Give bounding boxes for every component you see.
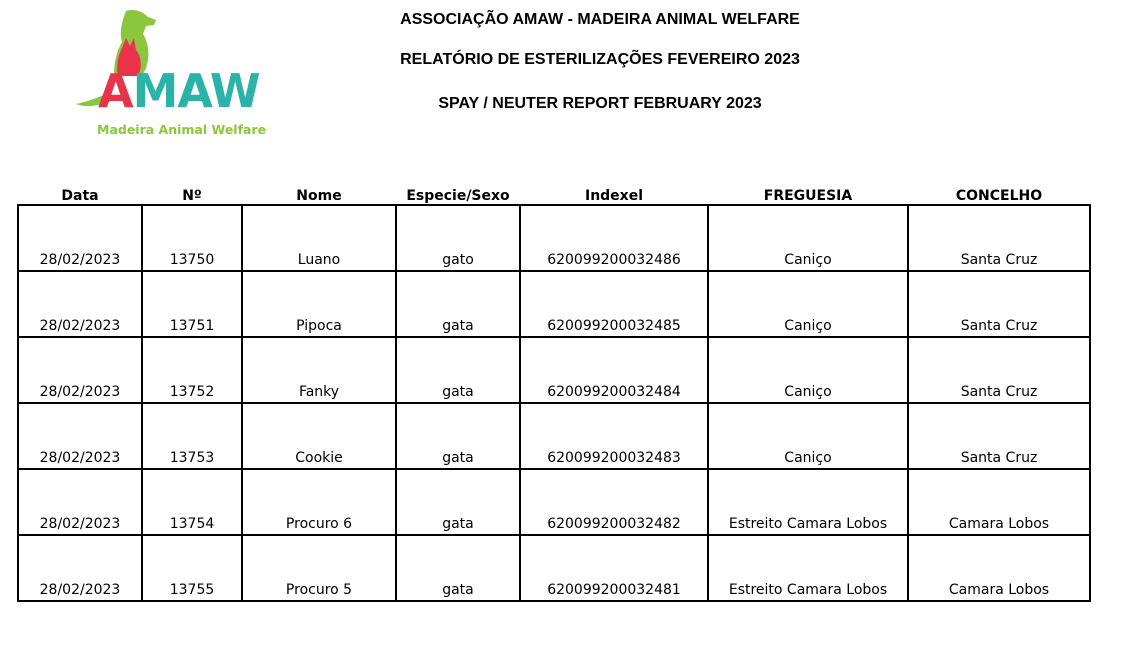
- cell-number: 13752: [142, 337, 242, 403]
- cell-name: Pipoca: [242, 271, 396, 337]
- cell-indexel: 620099200032486: [520, 205, 708, 271]
- cell-freguesia: Caniço: [708, 271, 908, 337]
- cell-date: 28/02/2023: [18, 535, 142, 601]
- sterilization-table: [17, 180, 1091, 602]
- column-header-freguesia: FREGUESIA: [763, 188, 853, 204]
- cell-number: 13755: [142, 535, 242, 601]
- cell-indexel: 620099200032484: [520, 337, 708, 403]
- cell-indexel: 620099200032481: [520, 535, 708, 601]
- cell-concelho: Camara Lobos: [908, 469, 1090, 535]
- table-row: [18, 271, 1090, 337]
- cell-species-sex: gato: [396, 205, 520, 271]
- cell-date: 28/02/2023: [18, 469, 142, 535]
- cell-freguesia: Caniço: [708, 403, 908, 469]
- cell-number: 13750: [142, 205, 242, 271]
- cell-freguesia: Caniço: [708, 205, 908, 271]
- logo-wordmark: [98, 64, 260, 118]
- logo-letters-ma: MA: [132, 64, 210, 118]
- cell-concelho: Camara Lobos: [908, 535, 1090, 601]
- table-header-row: [18, 180, 1090, 205]
- column-header-name: Nome: [296, 188, 342, 204]
- table-row: [18, 205, 1090, 271]
- cell-name: Fanky: [242, 337, 396, 403]
- report-title-pt: RELATÓRIO DE ESTERILIZAÇÕES FEVEREIRO 2023: [400, 51, 800, 68]
- cell-number: 13753: [142, 403, 242, 469]
- cell-indexel: 620099200032483: [520, 403, 708, 469]
- table-row: [18, 469, 1090, 535]
- cell-name: Procuro 6: [242, 469, 396, 535]
- column-header-species-sex: Especie/Sexo: [406, 188, 510, 204]
- logo-tagline: Madeira Animal Welfare: [97, 122, 267, 137]
- cell-name: Procuro 5: [242, 535, 396, 601]
- association-title: ASSOCIAÇÃO AMAW - MADEIRA ANIMAL WELFARE: [400, 11, 800, 28]
- column-header-date: Data: [61, 188, 99, 204]
- cell-concelho: Santa Cruz: [908, 403, 1090, 469]
- cell-freguesia: Estreito Camara Lobos: [708, 535, 908, 601]
- table-row: [18, 337, 1090, 403]
- amaw-logo: [70, 8, 265, 143]
- cell-date: 28/02/2023: [18, 337, 142, 403]
- cell-species-sex: gata: [396, 403, 520, 469]
- cell-number: 13754: [142, 469, 242, 535]
- cell-species-sex: gata: [396, 535, 520, 601]
- cell-species-sex: gata: [396, 469, 520, 535]
- cell-freguesia: Caniço: [708, 337, 908, 403]
- cell-species-sex: gata: [396, 337, 520, 403]
- report-title-en: SPAY / NEUTER REPORT FEBRUARY 2023: [438, 95, 762, 112]
- table-row: [18, 535, 1090, 601]
- column-header-indexel: Indexel: [584, 188, 644, 204]
- cell-concelho: Santa Cruz: [908, 337, 1090, 403]
- cell-concelho: Santa Cruz: [908, 271, 1090, 337]
- cell-name: Luano: [242, 205, 396, 271]
- cell-date: 28/02/2023: [18, 271, 142, 337]
- cell-species-sex: gata: [396, 271, 520, 337]
- cell-indexel: 620099200032485: [520, 271, 708, 337]
- cell-date: 28/02/2023: [18, 205, 142, 271]
- cell-concelho: Santa Cruz: [908, 205, 1090, 271]
- column-header-number: Nº: [182, 188, 202, 204]
- cell-number: 13751: [142, 271, 242, 337]
- cell-indexel: 620099200032482: [520, 469, 708, 535]
- table-row: [18, 403, 1090, 469]
- logo-letter-a: A: [98, 64, 133, 118]
- column-header-concelho: CONCELHO: [955, 188, 1043, 204]
- cell-date: 28/02/2023: [18, 403, 142, 469]
- cell-name: Cookie: [242, 403, 396, 469]
- logo-letter-w: W: [209, 64, 260, 118]
- cell-freguesia: Estreito Camara Lobos: [708, 469, 908, 535]
